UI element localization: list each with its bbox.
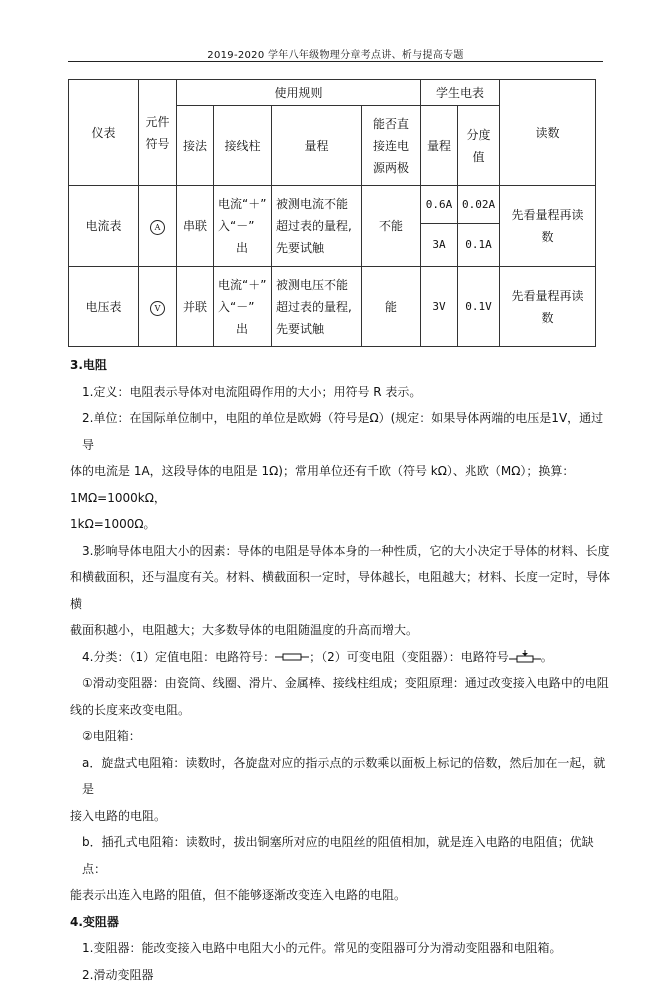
paragraph-dial-box-line1: a．旋盘式电阻箱：读数时，各旋盘对应的指示点的示数乘以面板上标记的倍数，然后加在一起，就是: [70, 750, 610, 803]
paragraph-factors-line3: 截面积越小，电阻越大；大多数导体的电阻随温度的升高而增大。: [70, 617, 610, 644]
ammeter-symbol-icon: A: [139, 186, 177, 267]
paragraph-plug-box-line1: b．插孔式电阻箱：读数时，拔出铜塞所对应的电阻丝的阻值相加，就是连入电路的电阻值；优缺点：: [70, 829, 610, 882]
col-s-range-header: 量程: [421, 106, 458, 186]
range-rule: 被测电流不能 超过表的量程, 先要试触: [272, 186, 362, 267]
meter-table: [68, 79, 596, 347]
section-title-resistance: 3.电阻: [70, 352, 610, 379]
division-value: 0.02A: [458, 186, 500, 224]
paragraph-dial-box-line2: 接入电路的电阻。: [70, 803, 610, 830]
group-student-meter-header: 学生电表: [421, 80, 500, 106]
paragraph-unit-line3: 1kΩ=1000Ω。: [70, 511, 610, 538]
paragraph-unit-line2: 体的电流是 1A，这段导体的电阻是 1Ω)；常用单位还有千欧（符号 kΩ）、兆欧（MΩ）；换算：1MΩ=1000kΩ，: [70, 458, 610, 511]
col-s-div-header: 分度 值: [458, 106, 500, 186]
col-range-header: 量程: [272, 106, 362, 186]
col-terminal-header: 接线柱: [214, 106, 272, 186]
page-header: 2019-2020 学年八年级物理分章考点讲、析与提高专题: [68, 46, 603, 61]
col-connect-header: 接法: [177, 106, 214, 186]
terminal-rule: 电流“＋” 入“－” 出: [214, 267, 272, 347]
table-row: [69, 267, 596, 347]
col-symbol-header: 元件 符号: [139, 80, 177, 186]
header-rule: [68, 61, 603, 62]
paragraph-slide-rheostat-title: 2.滑动变阻器: [70, 962, 610, 988]
connect-method: 串联: [177, 186, 214, 267]
paragraph-resistance-box: ②电阻箱：: [70, 723, 610, 750]
variable-resistor-symbol-icon: [509, 650, 541, 664]
paragraph-rheostat-def: 1.变阻器：能改变接入电路中电阻大小的元件。常见的变阻器可分为滑动变阻器和电阻箱。: [70, 935, 610, 962]
paragraph-unit-line1: 2.单位：在国际单位制中，电阻的单位是欧姆（符号是Ω）(规定：如果导体两端的电压是1V，通过导: [70, 405, 610, 458]
meter-name: 电压表: [69, 267, 139, 347]
paragraph-factors-line2: 和横截面积，还与温度有关。材料、横截面积一定时，导体越长，电阻越大；材料、长度一定时，导体横: [70, 564, 610, 617]
paragraph-factors-line1: 3.影响导体电阻大小的因素：导体的电阻是导体本身的一种性质，它的大小决定于导体的材料、长度: [70, 538, 610, 565]
terminal-rule: 电流“＋” 入“－” 出: [214, 186, 272, 267]
division-value: 0.1V: [458, 267, 500, 347]
section-title-rheostat: 4.变阻器: [70, 909, 610, 936]
col-reading-header: 读数: [500, 80, 596, 186]
body-text: [70, 352, 610, 988]
student-range: 3V: [421, 267, 458, 347]
division-value: 0.1A: [458, 224, 500, 267]
connect-method: 并联: [177, 267, 214, 347]
col-direct-header: 能否直 接连电 源两极: [362, 106, 421, 186]
reading-rule: 先看量程再读 数: [500, 267, 596, 347]
paragraph-definition: 1.定义：电阻表示导体对电流阻碍作用的大小；用符号 R 表示。: [70, 379, 610, 406]
paragraph-slide-rheostat-line2: 线的长度来改变电阻。: [70, 697, 610, 724]
table-row: [69, 186, 596, 224]
student-range: 0.6A: [421, 186, 458, 224]
voltmeter-symbol-icon: V: [139, 267, 177, 347]
student-range: 3A: [421, 224, 458, 267]
group-rules-header: 使用规则: [177, 80, 421, 106]
reading-rule: 先看量程再读 数: [500, 186, 596, 267]
meter-name: 电流表: [69, 186, 139, 267]
paragraph-classification: 4.分类：（1）定值电阻：电路符号： ；（2）可变电阻（变阻器）：电路符号 。: [70, 644, 610, 671]
fixed-resistor-symbol-icon: [275, 652, 309, 662]
range-rule: 被测电压不能 超过表的量程, 先要试触: [272, 267, 362, 347]
col-meter-header: 仪表: [69, 80, 139, 186]
paragraph-slide-rheostat-line1: ①滑动变阻器：由瓷筒、线圈、滑片、金属棒、接线柱组成；变阻原理：通过改变接入电路中的电阻: [70, 670, 610, 697]
paragraph-plug-box-line2: 能表示出连入电路的阻值，但不能够逐渐改变连入电路的电阻。: [70, 882, 610, 909]
direct-connect: 能: [362, 267, 421, 347]
direct-connect: 不能: [362, 186, 421, 267]
